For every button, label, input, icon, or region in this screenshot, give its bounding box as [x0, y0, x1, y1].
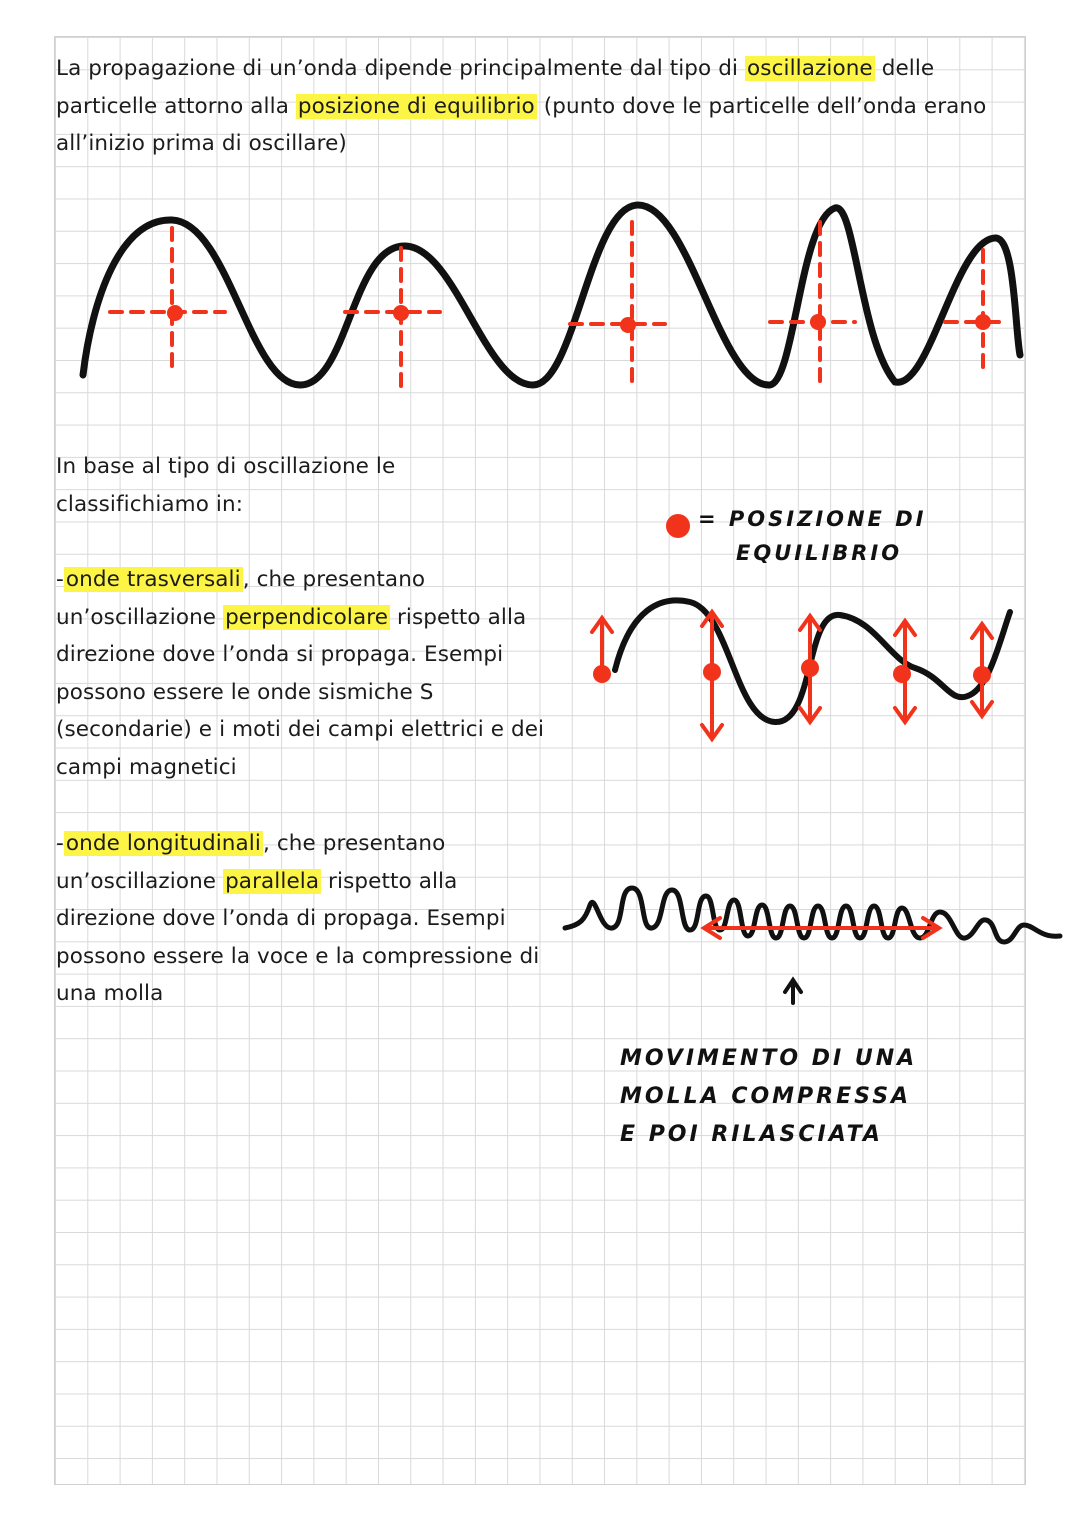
spring-note: MOVIMENTO DI UNA MOLLA COMPRESSA E POI RILASCIATA [620, 1046, 918, 1147]
highlight-perpendicolare: perpendicolare [225, 604, 389, 630]
highlight-posizione-equilibrio: posizione di equilibrio [297, 93, 535, 119]
highlight-parallela: parallela [225, 868, 320, 894]
classification-intro: In base al tipo di oscillazione le classifichiamo in: [56, 454, 396, 517]
highlight-onde-longitudinali: onde longitudinali [65, 831, 261, 856]
highlight-oscillazione: oscillazione [747, 56, 873, 81]
legend-label: = POSIZIONE DI EQUILIBRIO [698, 507, 927, 565]
highlight-onde-trasversali: onde trasversali [65, 567, 241, 592]
longitudinal-waves-paragraph: -onde longitudinali, che presentano un’oscillazione parallela rispetto alla direzione dove l’onda di propaga. Esempi possono essere la voce e la compressione di una molla [56, 831, 540, 1007]
transverse-waves-paragraph: -onde trasversali, che presentano un’oscillazione perpendicolare rispetto alla direzione dove l’onda si propaga. Esempi possono essere le onde sismiche S (secondarie) e i moti dei campi elettrici e dei campi magnetici [56, 567, 545, 780]
intro-paragraph: La propagazione di un’onda dipende principalmente dal tipo di oscillazione delle particelle attorno alla posizione di equilibrio (punto dove le particelle dell’onda erano all’inizio prima di oscillare) [56, 56, 987, 157]
